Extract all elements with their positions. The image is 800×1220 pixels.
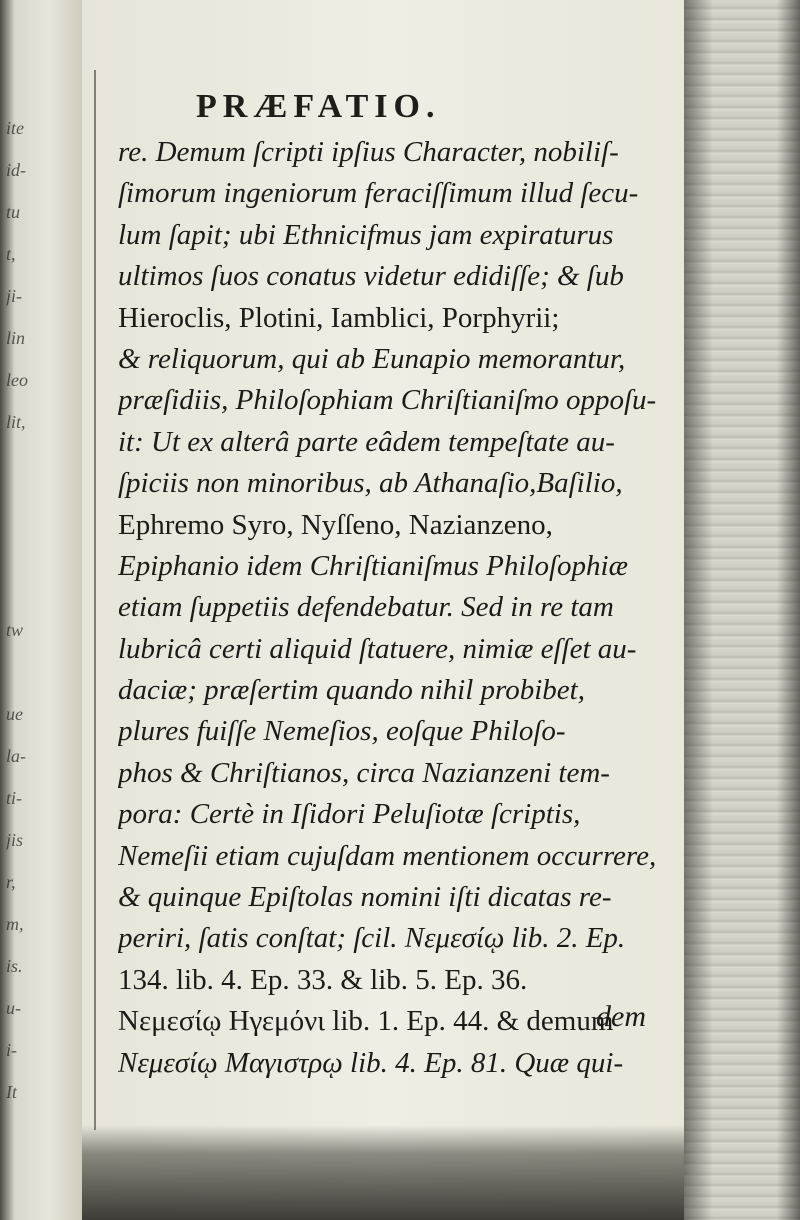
text-body bbox=[118, 132, 678, 1084]
text-line: Νεμεσίῳ Ηγεμόνι lib. 1. Ep. 44. & demum bbox=[118, 1005, 614, 1038]
text-line: ultimos ſuos conatus videtur edidiſſe; & ſub bbox=[118, 260, 624, 293]
spine-fragment: tu bbox=[6, 202, 21, 222]
text-line: Nemeſii etiam cujuſdam mentionem occurrere, bbox=[118, 839, 657, 872]
spine-fragment: i- bbox=[6, 1040, 17, 1060]
text-line: daciæ; præſertim quando nihil probibet, bbox=[118, 674, 585, 707]
spine-fragment: leo bbox=[6, 370, 28, 390]
text-line: Hieroclis, Plotini, Iamblici, Porphyrii; bbox=[118, 301, 560, 334]
facing-page-edge bbox=[0, 0, 82, 1220]
text-line: re. Demum ſcripti ipſius Character, nobiliſ- bbox=[118, 136, 619, 168]
text-line: ſpiciis non minoribus, ab Athanaſio,Baſilio, bbox=[118, 467, 623, 500]
spine-fragment: la- bbox=[6, 746, 26, 766]
text-line: phos & Chriſtianos, circa Nazianzeni tem- bbox=[118, 756, 610, 789]
text-line: ſimorum ingeniorum feraciſſimum illud ſecu- bbox=[118, 177, 639, 210]
spine-fragment: m, bbox=[6, 914, 24, 934]
text-line: etiam ſuppetiis defendebatur. Sed in re tam bbox=[118, 591, 614, 624]
running-header: PRÆFATIO. bbox=[196, 88, 441, 125]
spine-fragment: lit, bbox=[6, 412, 26, 432]
spine-fragment: ue bbox=[6, 704, 23, 724]
spine-fragment: r, bbox=[6, 872, 16, 892]
page-bottom-shadow bbox=[82, 1125, 684, 1220]
spine-fragment: ite bbox=[6, 118, 24, 138]
text-line: lum ſapit; ubi Ethnicifmus jam expiraturus bbox=[118, 218, 614, 251]
text-line: plures fuiſſe Nemeſios, eoſque Philoſo- bbox=[118, 715, 566, 748]
gutter-line bbox=[94, 70, 96, 1130]
text-line: lubricâ certi aliquid ſtatuere, nimiæ eſſet au- bbox=[118, 632, 637, 665]
spine-fragment: id- bbox=[6, 160, 26, 180]
text-line: Ephremo Syro, Nyſſeno, Nazianzeno, bbox=[118, 508, 553, 541]
spine-fragment: is. bbox=[6, 956, 23, 976]
spine-fragment: lin bbox=[6, 328, 26, 348]
spine-fragment: It bbox=[6, 1082, 17, 1102]
text-line: pora: Certè in Iſidori Peluſiotæ ſcriptis, bbox=[118, 798, 581, 831]
text-line: it: Ut ex alterâ parte eâdem tempeſtate au- bbox=[118, 425, 615, 458]
spine-fragment: ji- bbox=[6, 286, 22, 306]
text-line: Νεμεσίῳ Μαγιστρῳ lib. 4. Ep. 81. Quæ qui- bbox=[118, 1046, 624, 1079]
spine-fragment: t, bbox=[6, 244, 16, 264]
text-line: præſidiis, Philoſophiam Chriſtianiſmo oppoſu- bbox=[118, 384, 657, 417]
spine-fragment: tw bbox=[6, 620, 24, 640]
spine-fragment: u- bbox=[6, 998, 21, 1018]
page-stack-edge bbox=[684, 0, 800, 1220]
text-line: & reliquorum, qui ab Eunapio memorantur, bbox=[118, 342, 626, 375]
spine-fragment: jis bbox=[6, 830, 24, 850]
text-line: & quinque Epiſtolas nomini iſti dicatas re- bbox=[118, 881, 612, 914]
text-line: 134. lib. 4. Ep. 33. & lib. 5. Ep. 36. bbox=[118, 963, 528, 996]
text-line: Epiphanio idem Chriſtianiſmus Philoſophiæ bbox=[118, 549, 628, 582]
text-line: periri, ſatis conſtat; ſcil. Νεμεσίῳ lib. 2. Ep. bbox=[118, 922, 626, 955]
catchword: dem bbox=[596, 1000, 646, 1033]
spine-fragment: ti- bbox=[6, 788, 22, 808]
